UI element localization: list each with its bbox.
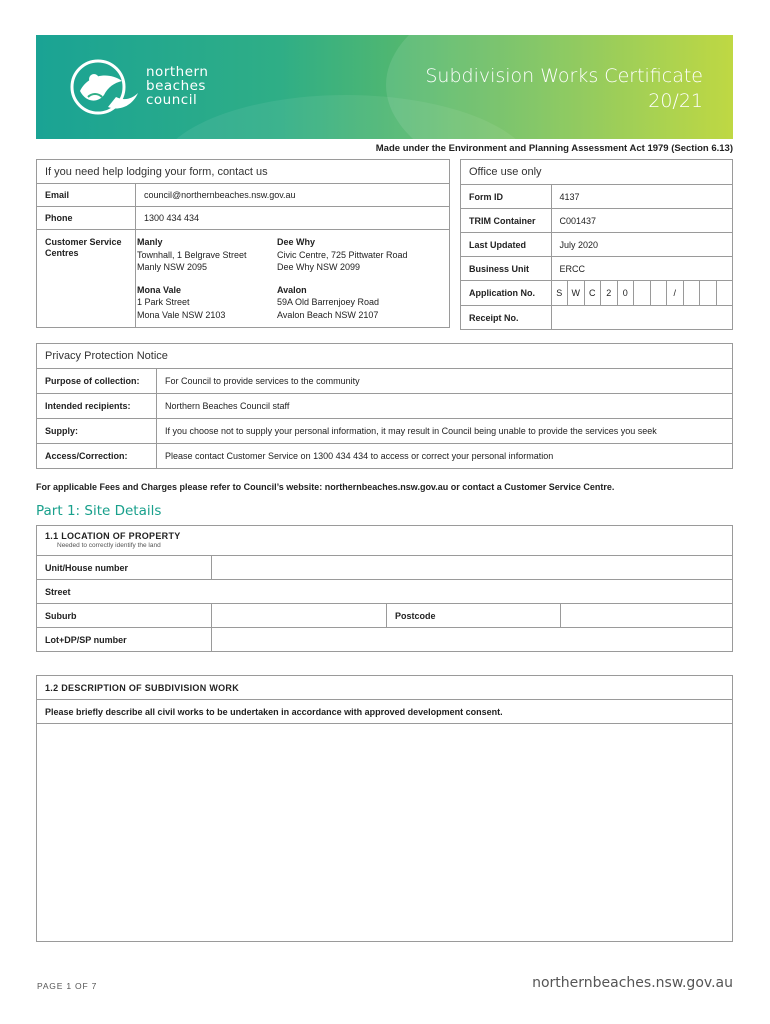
office-use-section — [460, 159, 733, 330]
centre-name: Avalon — [277, 284, 307, 295]
centres-label: Customer Service Centres — [37, 230, 136, 328]
document-title-line1: Subdivision Works Certificate — [425, 65, 703, 87]
application-char-box[interactable]: C — [585, 281, 602, 305]
description-textarea[interactable] — [37, 724, 733, 942]
page-number: PAGE 1 OF 7 — [37, 981, 98, 991]
centre-address: Avalon Beach NSW 2107 — [277, 309, 379, 320]
description-of-work-table — [36, 675, 733, 942]
centre-manly — [136, 236, 277, 274]
postcode-label: Postcode — [387, 604, 561, 628]
privacy-notice-table — [36, 343, 733, 469]
location-subheading: Needed to correctly identify the land — [57, 541, 161, 549]
application-no-label: Application No. — [461, 281, 552, 306]
unit-house-label: Unit/House number — [37, 556, 212, 580]
privacy-value: If you choose not to supply your personal information, it may result in Council being unable to provide the services you seek — [157, 419, 733, 444]
application-char-box[interactable] — [717, 281, 733, 305]
privacy-heading: Privacy Protection Notice — [37, 344, 733, 369]
council-logo-text — [146, 65, 208, 107]
document-title — [425, 64, 703, 114]
council-logo-icon — [68, 57, 140, 117]
email-value[interactable]: council@northernbeaches.nsw.gov.au — [136, 184, 450, 207]
header-banner — [36, 35, 733, 139]
street-label[interactable]: Street — [37, 580, 733, 604]
last-updated-label: Last Updated — [461, 233, 552, 257]
centre-dee-why — [277, 236, 447, 274]
lot-dp-label: Lot+DP/SP number — [37, 628, 212, 652]
application-char-box[interactable] — [684, 281, 701, 305]
form-id-value: 4137 — [551, 185, 733, 209]
privacy-label: Access/Correction: — [37, 444, 157, 469]
privacy-value: Northern Beaches Council staff — [157, 394, 733, 419]
lot-dp-input[interactable] — [212, 628, 733, 652]
phone-value: 1300 434 434 — [136, 207, 450, 230]
logo-line: beaches — [146, 78, 206, 94]
centre-mona-vale — [136, 284, 277, 322]
centre-address: Mona Vale NSW 2103 — [137, 309, 226, 320]
location-heading-cell — [37, 526, 733, 556]
legislation-subtitle: Made under the Environment and Planning Assessment Act 1979 (Section 6.13) — [375, 143, 733, 154]
centre-address: Dee Why NSW 2099 — [277, 262, 361, 272]
privacy-value: For Council to provide services to the community — [157, 369, 733, 394]
receipt-no-field[interactable] — [551, 306, 733, 330]
centre-address: Townhall, 1 Belgrave Street — [137, 249, 247, 260]
centres-cell — [136, 230, 450, 328]
trim-container-value: C001437 — [551, 209, 733, 233]
help-contact-table — [36, 159, 450, 328]
logo-line: council — [146, 92, 198, 108]
footer-website[interactable]: northernbeaches.nsw.gov.au — [532, 975, 733, 991]
postcode-input[interactable] — [561, 604, 733, 628]
centre-name: Mona Vale — [137, 284, 182, 295]
office-heading: Office use only — [461, 160, 733, 185]
application-char-box[interactable] — [700, 281, 717, 305]
privacy-label: Purpose of collection: — [37, 369, 157, 394]
application-char-box[interactable] — [634, 281, 651, 305]
centre-address: Manly NSW 2095 — [137, 262, 208, 272]
location-of-property-table — [36, 525, 733, 652]
centre-name: Dee Why — [277, 237, 316, 247]
application-char-box[interactable] — [651, 281, 668, 305]
last-updated-value: July 2020 — [551, 233, 733, 257]
business-unit-value: ERCC — [551, 257, 733, 281]
part1-title: Part 1: Site Details — [36, 503, 162, 519]
office-use-table — [460, 159, 733, 330]
email-label: Email — [37, 184, 136, 207]
suburb-label: Suburb — [37, 604, 212, 628]
centre-address: Civic Centre, 725 Pittwater Road — [277, 249, 408, 260]
privacy-label: Supply: — [37, 419, 157, 444]
form-id-label: Form ID — [461, 185, 552, 209]
centre-address: 1 Park Street — [137, 297, 190, 307]
centre-address: 59A Old Barrenjoey Road — [277, 297, 380, 307]
centre-avalon — [277, 284, 447, 322]
application-no-boxes — [551, 281, 733, 306]
unit-house-input[interactable] — [212, 556, 733, 580]
trim-container-label: TRIM Container — [461, 209, 552, 233]
application-char-box[interactable]: 2 — [601, 281, 618, 305]
privacy-value: Please contact Customer Service on 1300 434 434 to access or correct your personal information — [157, 444, 733, 469]
fees-note: For applicable Fees and Charges please refer to Council’s website: northernbeaches.nsw.gov.au or contact a Customer Service Centre. — [36, 482, 615, 492]
application-char-box[interactable]: 0 — [618, 281, 635, 305]
description-instruction: Please briefly describe all civil works to be undertaken in accordance with approved development consent. — [37, 700, 733, 724]
suburb-input[interactable] — [212, 604, 387, 628]
centre-name: Manly — [137, 237, 163, 247]
logo-line: northern — [146, 64, 209, 80]
application-char-box[interactable]: W — [568, 281, 585, 305]
help-heading: If you need help lodging your form, contact us — [37, 160, 450, 184]
application-char-box[interactable]: S — [552, 281, 569, 305]
business-unit-label: Business Unit — [461, 257, 552, 281]
phone-label: Phone — [37, 207, 136, 230]
privacy-label: Intended recipients: — [37, 394, 157, 419]
description-heading: 1.2 DESCRIPTION OF SUBDIVISION WORK — [37, 676, 733, 700]
location-heading: 1.1 LOCATION OF PROPERTY — [45, 530, 181, 541]
receipt-no-label: Receipt No. — [461, 306, 552, 330]
application-char-box[interactable]: / — [667, 281, 684, 305]
document-title-line2: 20/21 — [648, 90, 703, 112]
